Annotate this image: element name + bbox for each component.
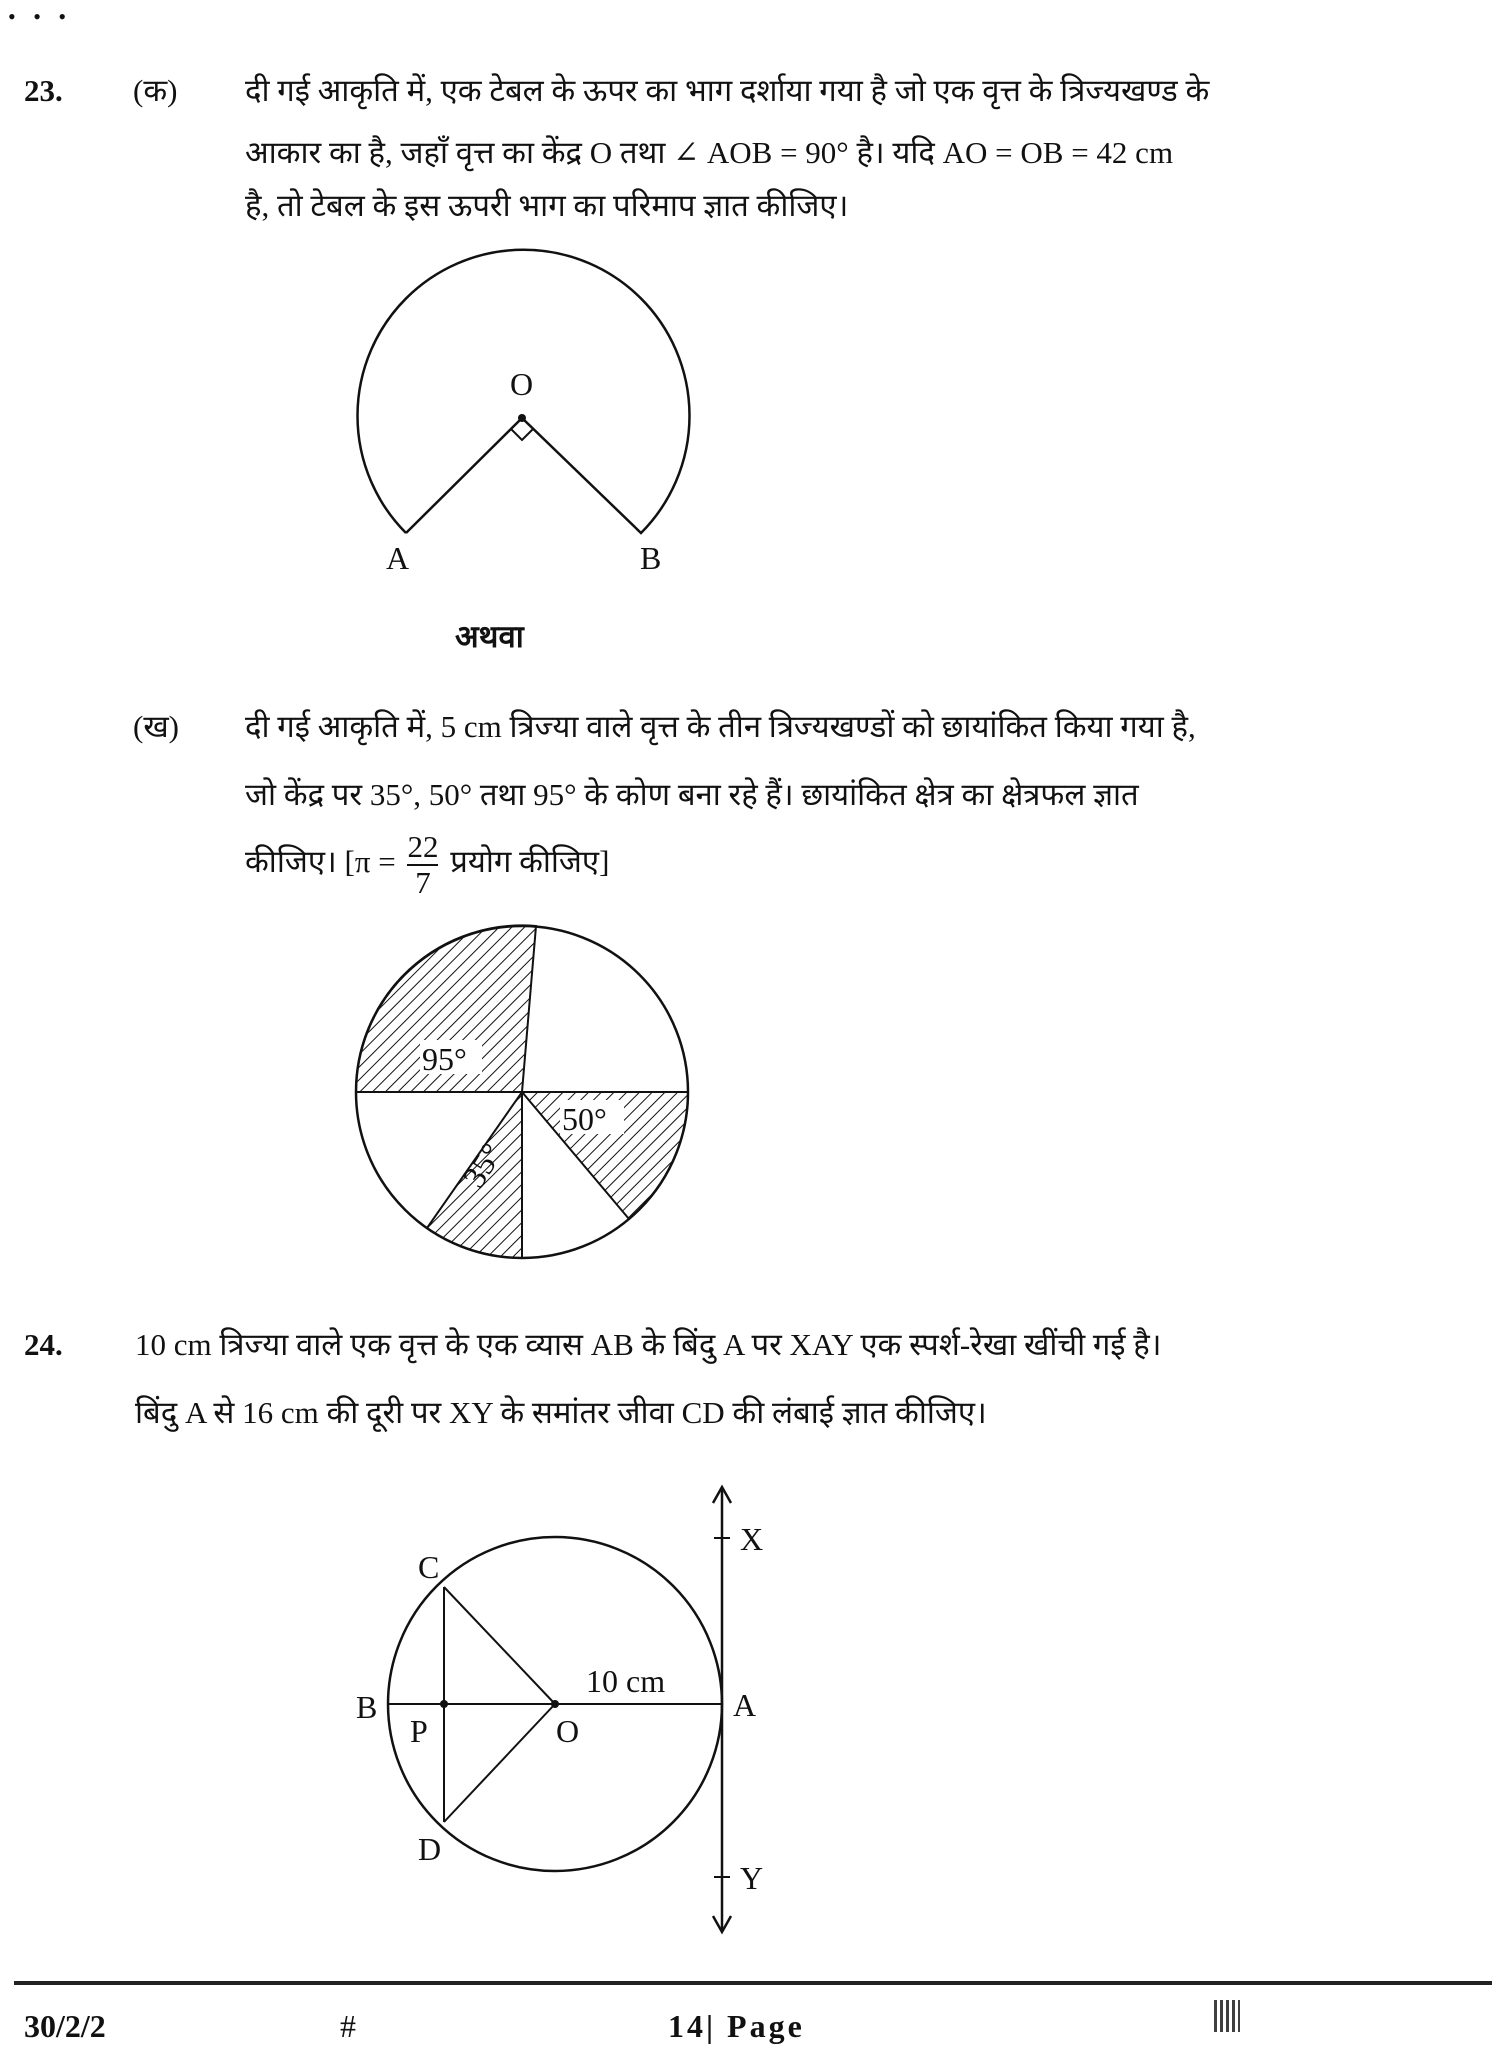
radius-label: 10 cm (586, 1663, 666, 1699)
q23b-line-3-end: प्रयोग कीजिए] (450, 844, 610, 880)
q24-line-1: 10 cm त्रिज्या वाले एक वृत्त के एक व्यास AB के बिंदु A पर XAY एक स्पर्श-रेखा खींची गई है। (135, 1327, 1162, 1362)
q23a-line-3: है, तो टेबल के इस ऊपरी भाग का परिमाप ज्ञात कीजिए। (245, 188, 849, 223)
page-number: 14| Page (668, 2008, 805, 2044)
label-A: A (386, 540, 410, 576)
paper-code: 30/2/2 (24, 2008, 106, 2044)
angle-50-label: 50° (562, 1101, 607, 1137)
hash-mark: # (340, 2008, 356, 2044)
question-23-number: 23. (24, 73, 63, 108)
label-B: B (640, 540, 662, 576)
shaded-sectors-figure (356, 925, 688, 1258)
label-Y: Y (740, 1860, 764, 1896)
q23b-line-2: जो केंद्र पर 35°, 50° तथा 95° के कोण बना रहे हैं। छायांकित क्षेत्र का क्षेत्रफल ज्ञात (245, 777, 1139, 812)
q24-line-2: बिंदु A से 16 cm की दूरी पर XY के समांतर जीवा CD की लंबाई ज्ञात कीजिए। (135, 1395, 987, 1430)
q23a-line-2: आकार का है, जहाँ वृत्त का केंद्र O तथा ∠ AOB = 90° है। यदि AO = OB = 42 cm (245, 135, 1174, 170)
label-B: B (356, 1689, 378, 1725)
or-label: अथवा (455, 619, 524, 654)
qr-code-icon (1214, 2000, 1240, 2032)
label-P: P (410, 1713, 428, 1749)
question-24-number: 24. (24, 1327, 63, 1362)
label-D: D (418, 1831, 442, 1867)
part-a-label: (क) (133, 73, 178, 108)
part-b-label: (ख) (133, 709, 180, 744)
q23b-line-3-start: कीजिए। [π = (245, 844, 396, 880)
sector-table-figure (357, 250, 689, 576)
tangent-chord-figure (356, 1487, 763, 1932)
label-O: O (556, 1713, 580, 1749)
label-C: C (418, 1549, 440, 1585)
pi-numerator: 22 (407, 829, 439, 864)
angle-35-label: 35° (455, 1136, 510, 1194)
q23a-line-1: दी गई आकृति में, एक टेबल के ऊपर का भाग दर्शाया गया है जो एक वृत्त के त्रिज्यखण्ड के (245, 73, 1210, 108)
label-X: X (740, 1521, 764, 1557)
label-O: O (510, 366, 534, 402)
angle-95-label: 95° (422, 1041, 467, 1077)
footer-rule (14, 1981, 1492, 1985)
label-A: A (733, 1687, 757, 1723)
pi-denominator: 7 (415, 865, 431, 900)
header-dots: • • • (8, 4, 73, 29)
q23b-line-1: दी गई आकृति में, 5 cm त्रिज्या वाले वृत्त के तीन त्रिज्यखण्डों को छायांकित किया गया है, (245, 709, 1196, 744)
